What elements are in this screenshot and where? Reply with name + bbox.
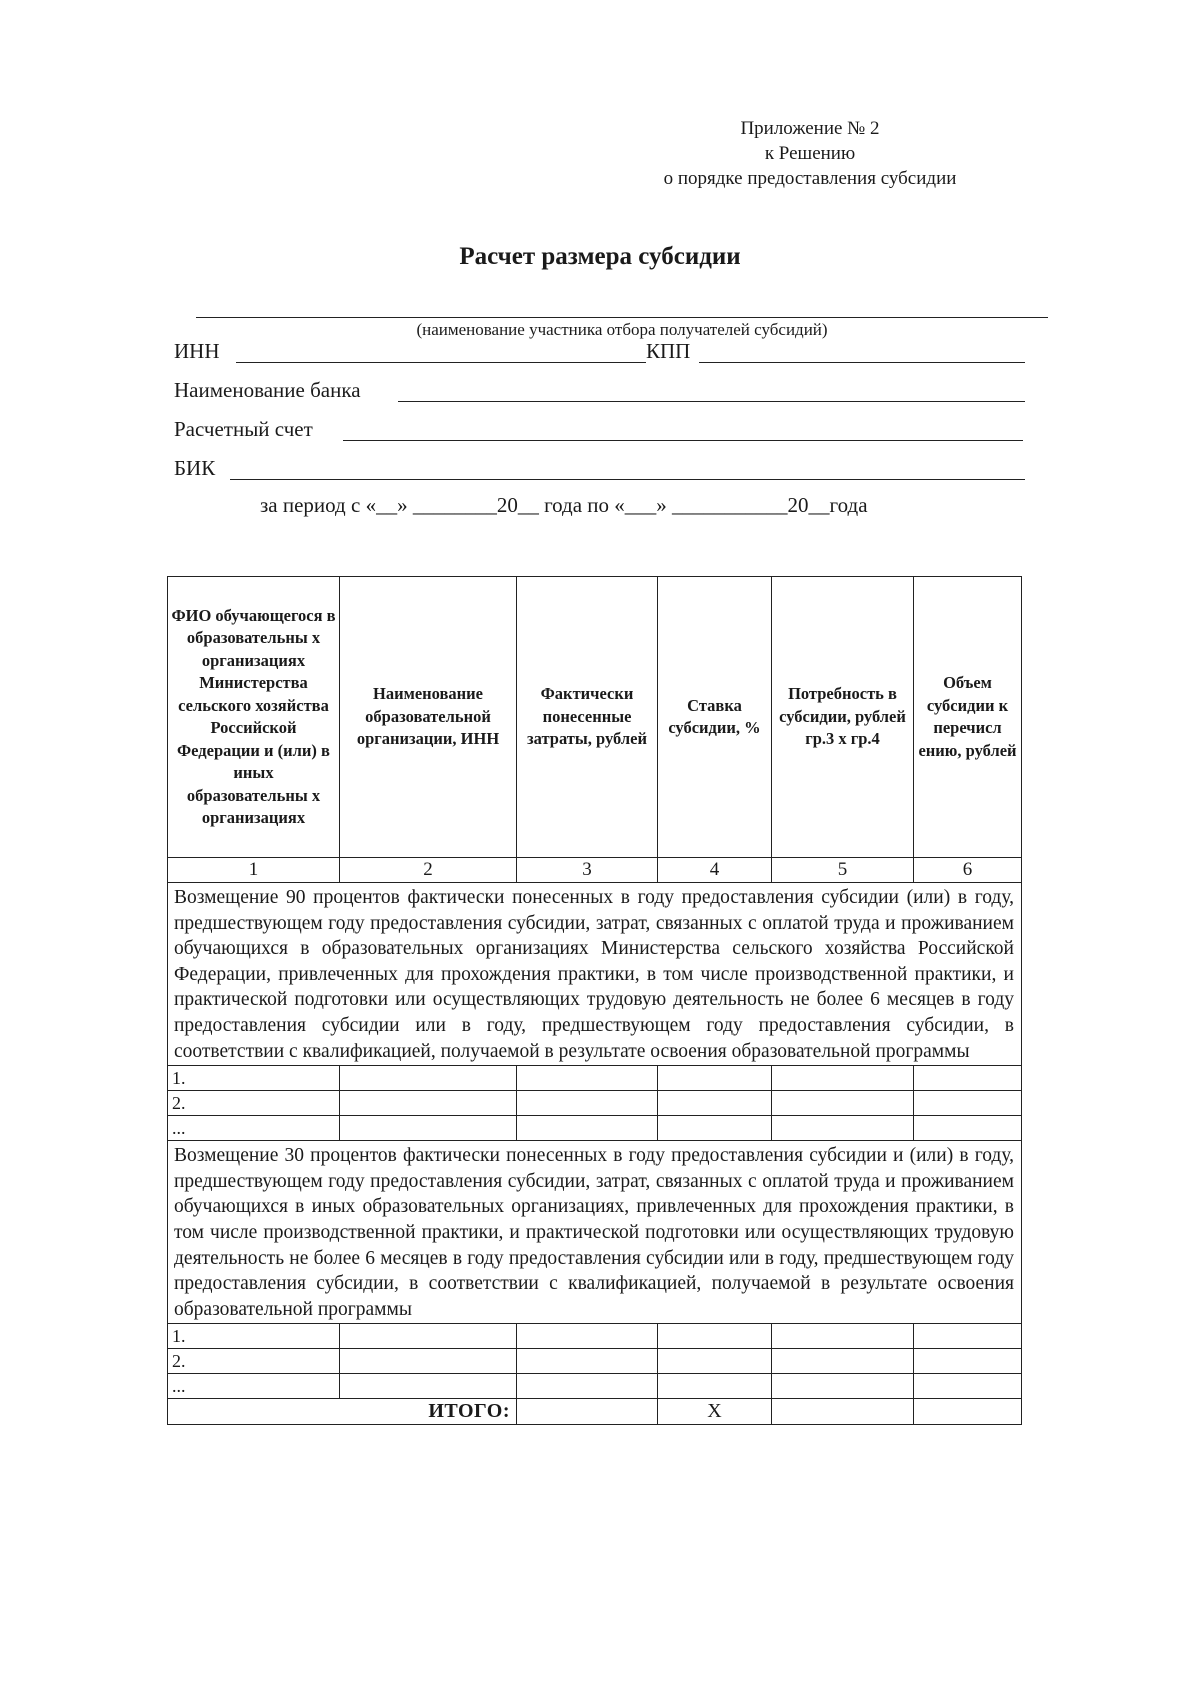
table-cell[interactable] bbox=[517, 1374, 658, 1399]
section-2-description: Возмещение 30 процентов фактически понесенных в году предоставления субсидии и (или) в году, предшествующем году предоставления субсидии, затрат, связанных с оплатой труда и проживанием обучающихся в иных образовательных организациях, привлеченных для прохождения практики, в том числе производственной практики, и практической подготовки или осуществляющих трудовую деятельность не более 6 месяцев в году предоставления субсидии или в году, предшествующем году предоставления субсидии, в соответствии с квалификацией, получаемой в результате освоения образовательной программы bbox=[168, 1141, 1022, 1324]
table-cell[interactable] bbox=[772, 1116, 914, 1141]
col-number: 2 bbox=[340, 858, 517, 883]
section-2-row bbox=[168, 1141, 1022, 1324]
kpp-label: КПП bbox=[646, 339, 691, 363]
table-cell[interactable] bbox=[914, 1066, 1022, 1091]
col-number: 5 bbox=[772, 858, 914, 883]
table-cell[interactable] bbox=[658, 1091, 772, 1116]
bank-name-field[interactable] bbox=[398, 379, 1025, 402]
table-cell[interactable] bbox=[914, 1091, 1022, 1116]
table-cell[interactable] bbox=[914, 1374, 1022, 1399]
table-cell[interactable] bbox=[340, 1374, 517, 1399]
col-header-need: Потребность в субсидии, рублей гр.3 х гр.4 bbox=[772, 577, 914, 858]
table-cell[interactable] bbox=[340, 1066, 517, 1091]
row-label: 1. bbox=[168, 1324, 340, 1349]
table-cell[interactable] bbox=[772, 1066, 914, 1091]
inn-label: ИНН bbox=[174, 339, 220, 363]
table-row bbox=[168, 1116, 1022, 1141]
table-cell[interactable] bbox=[658, 1324, 772, 1349]
table-cell[interactable] bbox=[658, 1116, 772, 1141]
table-cell[interactable] bbox=[517, 1066, 658, 1091]
total-rate-cell: Х bbox=[658, 1399, 772, 1425]
col-header-organization: Наименование образовательной организации, ИНН bbox=[340, 577, 517, 858]
table-cell[interactable] bbox=[772, 1091, 914, 1116]
subsidy-calculation-table bbox=[167, 576, 1022, 1425]
table-header-row bbox=[168, 577, 1022, 858]
row-label: 1. bbox=[168, 1066, 340, 1091]
appendix-note bbox=[600, 116, 1020, 191]
row-label: ... bbox=[168, 1374, 340, 1399]
table-cell[interactable] bbox=[914, 1324, 1022, 1349]
table-cell[interactable] bbox=[772, 1349, 914, 1374]
table-cell[interactable] bbox=[340, 1091, 517, 1116]
table-cell[interactable] bbox=[914, 1349, 1022, 1374]
table-cell[interactable] bbox=[340, 1116, 517, 1141]
col-header-rate: Ставка субсидии, % bbox=[658, 577, 772, 858]
table-cell[interactable] bbox=[914, 1116, 1022, 1141]
col-number: 3 bbox=[517, 858, 658, 883]
table-cell[interactable] bbox=[658, 1066, 772, 1091]
appendix-line-1: Приложение № 2 bbox=[740, 118, 880, 139]
row-label: 2. bbox=[168, 1349, 340, 1374]
table-row bbox=[168, 1066, 1022, 1091]
table-row bbox=[168, 1091, 1022, 1116]
col-header-amount: Объем субсидии к перечисл ению, рублей bbox=[914, 577, 1022, 858]
table-row bbox=[168, 1324, 1022, 1349]
table-cell[interactable] bbox=[772, 1374, 914, 1399]
col-number: 4 bbox=[658, 858, 772, 883]
col-header-actual-costs: Фактически понесенные затраты, рублей bbox=[517, 577, 658, 858]
inn-field[interactable] bbox=[236, 340, 646, 363]
section-1-description: Возмещение 90 процентов фактически понесенных в году предоставления субсидии (или) в году, предшествующем году предоставления субсидии, затрат, связанных с оплатой труда и проживанием обучающихся в образовательных организациях Министерства сельского хозяйства Российской Федерации, привлеченных для прохождения практики, в том числе производственной практики, и практической подготовки или осуществляющих трудовую деятельность не более 6 месяцев в году предоставления субсидии или в году, предшествующем году предоставления субсидии, в соответствии с квалификацией, получаемой в результате освоения образовательной программы bbox=[168, 883, 1022, 1066]
table-row bbox=[168, 1349, 1022, 1374]
table-cell[interactable] bbox=[517, 1091, 658, 1116]
document-title: Расчет размера субсидии bbox=[459, 243, 741, 270]
col-number: 6 bbox=[914, 858, 1022, 883]
section-1-row bbox=[168, 883, 1022, 1066]
participant-name-caption: (наименование участника отбора получателей субсидий) bbox=[416, 320, 828, 339]
row-label: ... bbox=[168, 1116, 340, 1141]
appendix-line-2: к Решению bbox=[764, 143, 856, 164]
table-cell[interactable] bbox=[517, 1116, 658, 1141]
col-header-student: ФИО обучающегося в образовательны х организациях Министерства сельского хозяйства Российской Федерации и (или) в иных образовательны х организациях bbox=[168, 577, 340, 858]
bank-name-label: Наименование банка bbox=[174, 378, 361, 402]
appendix-line-3: о порядке предоставления субсидии bbox=[663, 168, 957, 189]
period-line[interactable]: за период с «__» ________20__ года по «___» ___________20__года bbox=[260, 493, 868, 517]
table-cell[interactable] bbox=[517, 1324, 658, 1349]
total-label: ИТОГО: bbox=[168, 1399, 517, 1425]
total-amount-cell[interactable] bbox=[914, 1399, 1022, 1425]
kpp-field[interactable] bbox=[699, 340, 1025, 363]
bik-label: БИК bbox=[174, 456, 216, 480]
total-row bbox=[168, 1399, 1022, 1425]
table-cell[interactable] bbox=[340, 1324, 517, 1349]
table-cell[interactable] bbox=[772, 1324, 914, 1349]
table-cell[interactable] bbox=[658, 1349, 772, 1374]
col-number: 1 bbox=[168, 858, 340, 883]
total-need-cell[interactable] bbox=[772, 1399, 914, 1425]
table-cell[interactable] bbox=[340, 1349, 517, 1374]
table-row bbox=[168, 1374, 1022, 1399]
account-field[interactable] bbox=[343, 418, 1023, 441]
table-cell[interactable] bbox=[658, 1374, 772, 1399]
table-cell[interactable] bbox=[517, 1349, 658, 1374]
bik-field[interactable] bbox=[230, 457, 1025, 480]
account-label: Расчетный счет bbox=[174, 417, 313, 441]
total-actual-costs-cell[interactable] bbox=[517, 1399, 658, 1425]
column-number-row bbox=[168, 858, 1022, 883]
participant-name-line[interactable] bbox=[196, 317, 1048, 318]
row-label: 2. bbox=[168, 1091, 340, 1116]
